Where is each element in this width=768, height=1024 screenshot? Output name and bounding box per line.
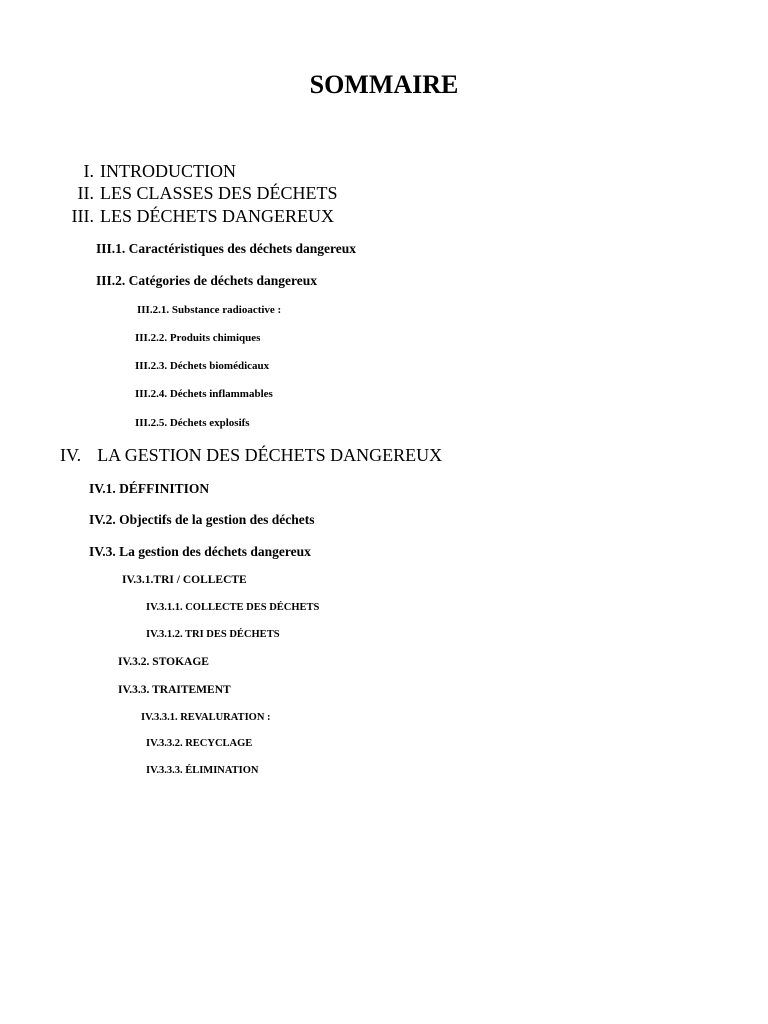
toc-number: I. [83, 161, 94, 181]
toc-entry-introduction [52, 160, 236, 182]
toc-entry-iv-3-3-2: IV.3.3.2. RECYCLAGE [146, 738, 253, 749]
toc-label: LA GESTION DES DÉCHETS DANGEREUX [97, 445, 443, 465]
toc-entry-iii-2-1: III.2.1. Substance radioactive : [137, 304, 282, 316]
toc-entry-iv-3-2: IV.3.2. STOKAGE [118, 656, 209, 668]
toc-entry-iv-3-3: IV.3.3. TRAITEMENT [118, 684, 231, 696]
toc-entry-iii-2-3: III.2.3. Déchets biomédicaux [135, 360, 270, 372]
toc-entry-iv-3-3-1: IV.3.3.1. REVALURATION : [141, 712, 271, 723]
toc-entry-iv-3-3-3: IV.3.3.3. ÉLIMINATION [146, 765, 259, 776]
toc-entry-iii-2-4: III.2.4. Déchets inflammables [135, 388, 273, 400]
toc-entry-iv-3: IV.3. La gestion des déchets dangereux [89, 544, 311, 559]
toc-label: INTRODUCTION [100, 161, 236, 181]
toc-entry-iv-3-1: IV.3.1.TRI / COLLECTE [122, 574, 247, 586]
toc-entry-iv-3-1-2: IV.3.1.2. TRI DES DÉCHETS [146, 629, 280, 640]
toc-number: IV. [60, 445, 82, 465]
toc-entry-iv-1: IV.1. DÉFFINITION [89, 481, 210, 496]
toc-entry-iv-3-1-1: IV.3.1.1. COLLECTE DES DÉCHETS [146, 602, 320, 613]
toc-label: LES DÉCHETS DANGEREUX [100, 206, 334, 226]
toc-entry-iv-2: IV.2. Objectifs de la gestion des déchets [89, 512, 315, 527]
toc-entry-dechets-dangereux [52, 205, 334, 227]
toc-entry-iii-2-5: III.2.5. Déchets explosifs [135, 417, 250, 429]
toc-entry-classes-dechets [52, 182, 338, 204]
page-title: SOMMAIRE [309, 70, 459, 99]
toc-entry-iii-2: III.2. Catégories de déchets dangereux [96, 273, 317, 288]
toc-entry-iii-2-2: III.2.2. Produits chimiques [135, 332, 261, 344]
toc-entry-iii-1: III.1. Caractéristiques des déchets dangereux [96, 241, 356, 256]
toc-number: III. [71, 206, 94, 226]
toc-entry-gestion-dechets [60, 444, 442, 466]
toc-label: LES CLASSES DES DÉCHETS [100, 183, 338, 203]
toc-number: II. [77, 183, 94, 203]
